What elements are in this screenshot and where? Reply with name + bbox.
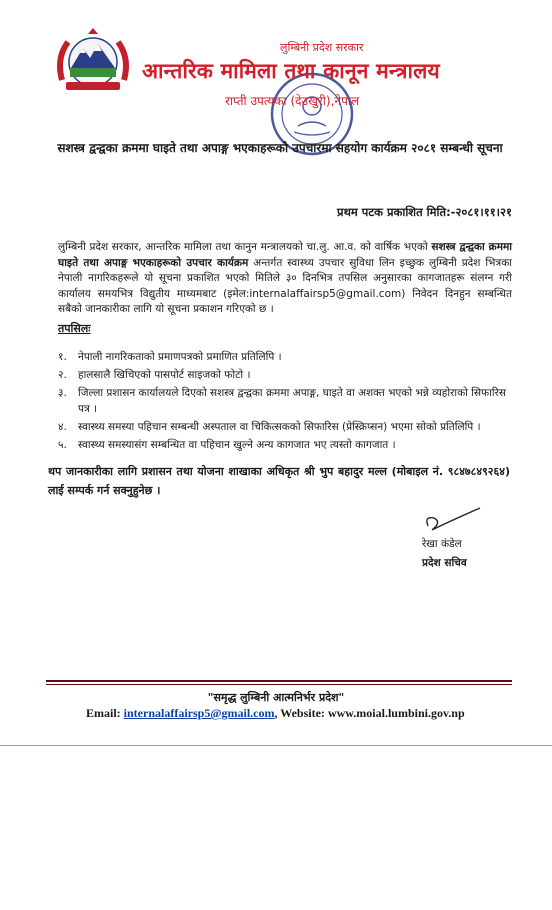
contact-info: थप जानकारीका लागि प्रशासन तथा योजना शाखाका अधिकृत श्री भुप बहादुर मल्ल (मोबाइल नं. ९८४७८४९२६४) लाई सम्पर्क गर्न सक्नुहुनेछ ।: [48, 465, 510, 497]
email-label: Email:: [86, 706, 124, 720]
item-number: ५.: [58, 439, 67, 451]
footer-divider: [46, 680, 512, 682]
item-number: २.: [58, 369, 67, 381]
email-link[interactable]: internalaffairsp5@gmail.com: [123, 706, 275, 720]
list-item: [58, 437, 518, 453]
notice-body: [58, 240, 512, 318]
body-text-start: लुम्बिनी प्रदेश सरकार, आन्तरिक मामिला तथा कानुन मन्त्रालयको चा.लु. आ.व. को वार्षिक भएको: [58, 241, 432, 253]
publish-date: प्रथम पटक प्रकाशित मिति:-२०८१।११।२१: [337, 205, 512, 219]
list-item: [58, 419, 518, 435]
item-text: हालसालै खिचिएको पासपोर्ट साइजको फोटो ।: [78, 369, 251, 381]
list-heading: तपसिलः: [58, 322, 91, 335]
signature-mark: [418, 504, 488, 534]
nepal-emblem-icon: [54, 28, 132, 94]
footer-divider-thin: [46, 684, 512, 685]
item-text: नेपाली नागरिकताको प्रमाणपत्रको प्रमाणित प्रतिलिपि ।: [78, 351, 282, 363]
document-list: [58, 349, 518, 455]
footer-contact: [86, 706, 465, 721]
item-text: स्वास्थ्य समस्यासंग सम्बन्धित वा पहिचान खुल्ने अन्य कागजात भए त्यस्तो कागजात ।: [78, 439, 396, 451]
government-name: लुम्बिनी प्रदेश सरकार: [280, 41, 364, 54]
program-name: सशस्त्र द्वन्द्वका क्रममा घाइते तथा अपाङ्ग भएकाहरूको उपचार कार्यक्रम: [58, 241, 512, 269]
item-text: स्वास्थ्य समस्या पहिचान सम्बन्धी अस्पताल वा चिकित्सकको सिफारिस (प्रेस्क्रिप्सन) भएमा सोको प्रतिलिपि ।: [78, 421, 481, 433]
item-number: १.: [58, 351, 67, 363]
body-text-end: अन्तर्गत स्वास्थ्य उपचार सुविधा लिन इच्छुक लुम्बिनी प्रदेश भित्रका नेपाली नागरिकहरूले यो सूचना प्रकाशित भएको मितिले ३० दिनभित्र तपसिल अनुसारका कागजातहरू संलग्न गरी कार्यालय समयभित्र विद्युतीय माध्यमबाट (इमेल:internalaffairsp5@gmail.com) निवेदन दिनहुन सम्बन्धित सबैको जानकारीका लागि यो सूचना प्रकाशन गरिएको छ ।: [58, 256, 512, 315]
notice-title: सशस्त्र द्वन्द्वका क्रममा घाइते तथा अपाङ्ग भएकाहरूको उपचारमा सहयोग कार्यक्रम २०८१ सम्बन्धी सूचना: [57, 141, 503, 155]
website-link[interactable]: www.moial.lumbini.gov.np: [327, 706, 465, 720]
item-number: ४.: [58, 421, 67, 433]
signatory-name: रेखा कंडेल: [422, 538, 462, 550]
ministry-name: आन्तरिक मामिला तथा कानून मन्त्रालय: [142, 59, 440, 83]
signatory-designation: प्रदेश सचिव: [422, 557, 467, 569]
item-text: जिल्ला प्रशासन कार्यालयले दिएको सशस्त्र द्वन्द्वका क्रममा अपाङ्ग, घाइते वा अशक्त भएको भन्ने व्यहोराको सिफारिस पत्र ।: [78, 387, 506, 415]
list-item: [58, 367, 518, 383]
list-item: [58, 385, 518, 417]
page-edge-line: [0, 745, 552, 746]
list-item: [58, 349, 518, 365]
website-label: , Website:: [274, 706, 328, 720]
item-number: ३.: [58, 387, 67, 399]
footer-slogan: "समृद्ध लुम्बिनी आत्मनिर्भर प्रदेश": [207, 691, 345, 704]
ministry-address: राप्ती उपत्यका (देउखुरी),नेपाल: [225, 94, 360, 108]
